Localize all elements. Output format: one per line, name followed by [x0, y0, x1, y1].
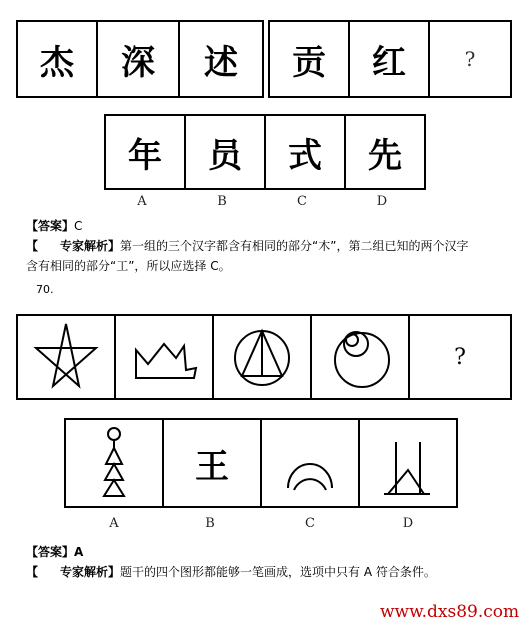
q69-group2-question-mark: ? [428, 20, 512, 98]
circle-triangles-stack-icon [66, 420, 162, 506]
crescent-arcs-icon [262, 420, 358, 506]
q70-analysis-bracket: 【 [26, 565, 39, 579]
q70-stem-figure-nested-circles [310, 314, 410, 400]
q70-number: 70. [36, 283, 54, 296]
q70-option-d-label: D [402, 516, 414, 531]
q69-answer-value: C [74, 219, 83, 233]
q69-group2-char-1: 贡 [268, 20, 350, 98]
q70-option-a-label: A [109, 516, 119, 531]
q70-stem-figure-star [16, 314, 116, 400]
wang-character: 王 [195, 446, 229, 487]
q69-group2-char-2: 红 [348, 20, 430, 98]
q69-option-b-label: B [217, 194, 227, 209]
q69-answer-label: 【答案】 [26, 219, 75, 233]
circle-triangle-icon [214, 316, 310, 398]
q69-group1-char-1: 杰 [16, 20, 98, 98]
site-watermark: www.dxs89.com [380, 602, 520, 622]
q69-group1-char-2: 深 [96, 20, 180, 98]
q69-analysis-bracket: 【 [26, 239, 39, 253]
q69-option-d-char: 先 [344, 114, 426, 190]
q69-group1-char-3: 述 [178, 20, 264, 98]
q70-option-b-figure [162, 418, 262, 508]
q70-analysis-text: 题干的四个图形都能够一笔画成，选项中只有 A 符合条件。 [120, 565, 436, 579]
q69-answer [26, 216, 82, 236]
q70-analysis-label: 专家解析】 [60, 565, 121, 579]
q69-option-a-label: A [137, 194, 147, 209]
q70-stem-figure-circle-triangle [212, 314, 312, 400]
q69-analysis-label: 专家解析】 [60, 239, 121, 253]
nested-circles-icon [312, 316, 408, 398]
q70-option-c-label: C [305, 516, 315, 531]
q70-answer-value: A [74, 545, 84, 559]
q70-answer [26, 542, 83, 562]
q70-answer-label: 【答案】 [26, 545, 75, 559]
q70-option-d-figure [358, 418, 458, 508]
q69-analysis-line1 [26, 236, 468, 256]
q69-option-c-char: 式 [264, 114, 346, 190]
q69-option-d-label: D [376, 194, 388, 209]
q69-option-c-label: C [297, 194, 307, 209]
q69-analysis-line2: 含有相同的部分“工”，所以应选择 C。 [26, 259, 231, 273]
q69-option-b-char: 员 [184, 114, 266, 190]
q69-analysis-text-1: 第一组的三个汉字都含有相同的部分“木”，第二组已知的两个汉字 [120, 239, 469, 253]
q70-option-b-label: B [205, 516, 215, 531]
q70-analysis [26, 562, 436, 582]
q70-option-c-figure [260, 418, 360, 508]
house-lines-icon [360, 420, 456, 506]
q69-option-a-char: 年 [104, 114, 186, 190]
q70-stem-figure-crown [114, 314, 214, 400]
crown-shape-icon [116, 316, 212, 398]
five-pointed-star-icon [18, 316, 114, 398]
q70-option-a-figure [64, 418, 164, 508]
q70-stem-question-mark: ? [408, 314, 512, 400]
